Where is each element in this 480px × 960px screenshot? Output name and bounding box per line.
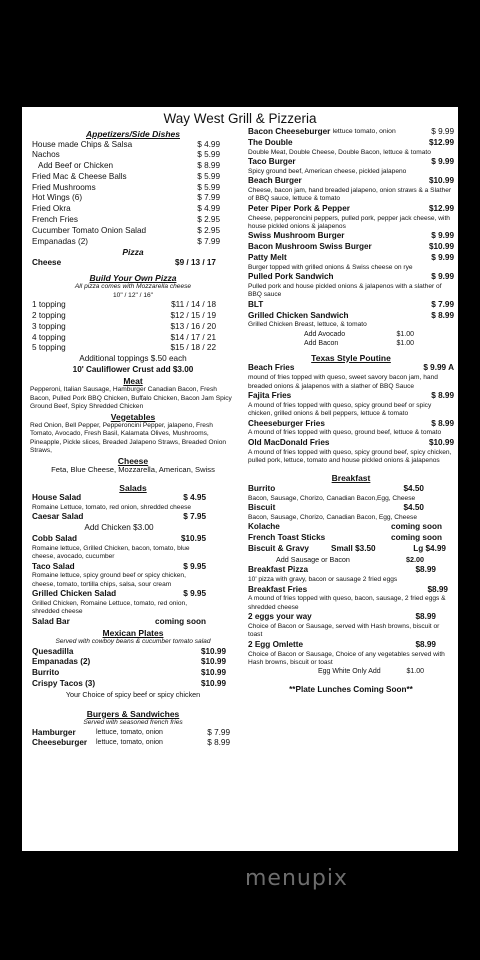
menu-item: 2 topping $12 / 15 / 19: [32, 311, 216, 321]
menu-item: 2 Egg Omlette $8.99: [248, 639, 436, 649]
menu-item: Caesar Salad $ 7.95: [32, 512, 206, 522]
item-description: A mound of fries topped with queso, spicy ground beef, spicy chicken, pulled pork, lettuce, tomato and house pickled onions & jalapenos: [248, 448, 452, 464]
item-description: Cheese, pepperoncini peppers, pulled pork, pepper jack cheese, with house pickled onions & jalapenos: [248, 214, 450, 231]
menu-item: Fajita Fries $ 8.99: [248, 390, 454, 400]
menu-item: Bacon Cheeseburger lettuce tomato, onion $ 9.99: [248, 127, 454, 136]
menu-item: Patty Melt $ 9.99: [248, 253, 454, 263]
menu-item: Hamburger lettuce, tomato, onion $ 7.99: [32, 727, 230, 737]
pizza-sizes: 10" / 12" / 16": [112, 291, 154, 299]
item-description: A mound of fries topped with queso, bacon, sausage, 2 fried eggs & shredded cheese: [248, 595, 446, 611]
menu-item: Cobb Salad $10.95: [32, 533, 206, 543]
menu-item: House made Chips & Salsa $ 4.99: [32, 139, 220, 149]
vegetables-list: Red Onion, Bell Pepper, Pepperoncini Pepper, jalapeno, Fresh Tomato, Avocado, Fresh Basil, Kalamata Olives, Mushrooms, Pineapple, Pickle slices, Breaded Jalapeno Straws, Breaded Onion Straws,: [30, 422, 227, 455]
menu-item: Grilled Chicken Salad $ 9.95: [32, 589, 206, 599]
salads-heading: Salads: [119, 482, 147, 493]
menu-item: Breakfast Pizza $8.99: [248, 565, 436, 575]
meat-heading: Meat: [123, 375, 143, 386]
menu-addon: Egg White Only Add $1.00: [318, 668, 424, 676]
menu-item: Taco Salad $ 9.95: [32, 561, 206, 571]
menu-addon: Add Avocado $1.00: [304, 330, 414, 338]
caesar-add-chicken: Add Chicken $3.00: [84, 523, 154, 533]
item-description: Bacon, Sausage, Chorizo, Canadian Bacon,Egg, Cheese: [248, 494, 416, 502]
menu-item: Biscuit $4.50: [248, 503, 424, 513]
pizza-heading: Pizza: [122, 247, 144, 258]
item-description: Choice of Bacon or Sausage, served with Hash browns, biscuit or toast: [248, 623, 440, 639]
menu-item: Biscuit & Gravy Small $3.50 Lg $4.99: [248, 543, 446, 553]
menu-item: Empanadas (2) $ 7.99: [32, 236, 220, 246]
item-description: A mound of fries topped with queso, ground beef, lettuce & tomato: [248, 429, 442, 437]
menu-item: Fried Mushrooms $ 5.99: [32, 182, 220, 192]
menu-item: Cheeseburger Fries $ 8.99: [248, 418, 454, 428]
byo-note: All pizza comes with Mozzarella cheese: [74, 283, 192, 291]
menu-page: [22, 107, 458, 851]
breakfast-heading: Breakfast: [331, 473, 371, 484]
menu-item: Grilled Chicken Sandwich $ 8.99: [248, 310, 454, 320]
menu-item: Add Beef or Chicken $ 8.99: [38, 161, 220, 171]
item-description: Cheese, bacon jam, hand breaded jalapeno, onion straws & a Slather of BBQ sauce, lettuce & tomato: [248, 187, 452, 203]
menu-item: Cucumber Tomato Onion Salad $ 2.95: [32, 225, 220, 235]
vegetables-heading: Vegetables: [110, 411, 156, 422]
menu-item: Cheese $9 / 13 / 17: [32, 257, 216, 267]
menu-item: Pulled Pork Sandwich $ 9.99: [248, 272, 454, 282]
menu-item: 1 topping $11 / 14 / 18: [32, 300, 216, 310]
mexican-heading: Mexican Plates: [102, 627, 164, 638]
menu-item: French Fries $ 2.95: [32, 215, 220, 225]
additional-toppings: Additional toppings $.50 each: [79, 354, 187, 364]
item-description: Grilled Chicken, Romaine Lettuce, tomato, red onion, shredded cheese: [32, 599, 188, 616]
item-description: Burger topped with grilled onions & Swiss cheese on rye: [248, 263, 413, 271]
meat-list: Pepperoni, Italian Sausage, Hamburger Canadian Bacon, Fresh Bacon, Pulled Pork BBQ Chicken, Buffalo Chicken, Bacon Jam Spicy Ground Beef, Spicy Shredded Chicken: [30, 386, 232, 411]
menu-item: 2 eggs your way $8.99: [248, 612, 436, 622]
cauliflower-crust: 10' Cauliflower Crust add $3.00: [72, 365, 194, 375]
menu-item: Beach Fries $ 9.99 A: [248, 363, 454, 373]
menu-item: Kolache coming soon: [248, 522, 442, 532]
burgers-note: Served with seasoned french fries: [83, 719, 183, 726]
plate-lunches-note: **Plate Lunches Coming Soon**: [289, 684, 413, 694]
item-description: 10' pizza with gravy, bacon or sausage 2 fried eggs: [248, 576, 398, 584]
byo-pizza-heading: Build Your Own Pizza: [89, 272, 177, 283]
item-description: Romaine Lettuce, tomato, red onion, shredded cheese: [32, 503, 192, 511]
mexican-choice: Your Choice of spicy beef or spicy chicken: [65, 689, 201, 699]
poutine-heading: Texas Style Poutine: [311, 352, 391, 363]
menu-item: Fried Mac & Cheese Balls $ 5.99: [32, 171, 220, 181]
item-description: Grilled Chicken Breast, lettuce, & tomato: [248, 321, 367, 329]
item-description: Romaine lettuce, Grilled Chicken, bacon, tomato, blue cheese, avocado, cucumber: [32, 544, 190, 561]
menu-item: Taco Burger $ 9.99: [248, 157, 454, 166]
restaurant-title: Way West Grill & Pizzeria: [163, 111, 317, 126]
item-description: Pulled pork and house pickled onions & jalapenos with a slather of BBQ sauce: [248, 283, 442, 299]
menu-item: Beach Burger $10.99: [248, 176, 454, 186]
item-description: A mound of fries topped with queso, spicy ground beef or spicy chicken, grilled onions & bell peppers, lettuce & tomato: [248, 401, 432, 418]
menu-item: Quesadilla $10.99: [32, 646, 226, 656]
menu-item: Old MacDonald Fries $10.99: [248, 437, 454, 447]
right-column: [248, 127, 454, 696]
item-description: Spicy ground beef, American cheese, pickled jalapeno: [248, 167, 407, 175]
item-description: Romaine lettuce, spicy ground beef or spicy chicken, cheese, tomato, tortilla chips, salsa, sour cream: [32, 572, 186, 588]
menu-item: House Salad $ 4.95: [32, 493, 206, 503]
menu-item: Burrito $10.99: [32, 668, 226, 678]
cheese-heading: Cheese: [117, 455, 149, 466]
burgers-heading: Burgers & Sandwiches: [86, 708, 180, 719]
menu-item: 4 topping $14 / 17 / 21: [32, 332, 216, 342]
menu-item: Peter Piper Pork & Pepper $12.99: [248, 203, 454, 213]
menu-item: Breakfast Fries $8.99: [248, 584, 448, 594]
menu-item: Bacon Mushroom Swiss Burger $10.99: [248, 242, 454, 252]
item-description: Double Meat, Double Cheese, Double Bacon, lettuce & tomato: [248, 148, 431, 156]
item-description: Bacon, Sausage, Chorizo, Canadian Bacon, Egg, Cheese: [248, 513, 417, 521]
menu-item: Fried Okra $ 4.99: [32, 204, 220, 214]
menu-item: Empanadas (2) $10.99: [32, 657, 226, 667]
menu-item: Swiss Mushroom Burger $ 9.99: [248, 231, 454, 241]
menu-item: 3 topping $13 / 16 / 20: [32, 321, 216, 331]
item-description: mound of fries topped with queso, sweet savory bacon jam, hand breaded onions & jalapenos with a slather of BBQ Sauce: [248, 374, 438, 390]
menu-item: Burrito $4.50: [248, 483, 424, 493]
menu-item: French Toast Sticks coming soon: [248, 533, 442, 543]
menu-item: BLT $ 7.99: [248, 299, 454, 309]
cheese-list: Feta, Blue Cheese, Mozzarella, American, Swiss: [51, 465, 215, 475]
menu-item: Crispy Tacos (3) $10.99: [32, 678, 226, 688]
menu-addon: Add Sausage or Bacon $2.00: [276, 554, 424, 564]
menu-item: The Double $12.99: [248, 137, 454, 147]
watermark: menupix: [245, 866, 348, 891]
menu-addon: Add Bacon $1.00: [304, 340, 414, 348]
mexican-note: Served with cowboy beans & cucumber tomato salad: [55, 638, 211, 646]
appetizers-heading: Appetizers/Side Dishes: [85, 129, 180, 139]
item-description: Choice of Bacon or Sausage, Choice of any vegetables served with Hash browns, biscuit or toast: [248, 650, 445, 667]
left-column: [30, 129, 236, 749]
menu-item: Cheeseburger lettuce, tomato, onion $ 8.99: [32, 738, 230, 748]
menu-item: 5 topping $15 / 18 / 22: [32, 343, 216, 353]
menu-item: Hot Wings (6) $ 7.99: [32, 193, 220, 203]
menu-item: Nachos $ 5.99: [32, 150, 220, 160]
menu-item: Salad Bar coming soon: [32, 616, 206, 626]
